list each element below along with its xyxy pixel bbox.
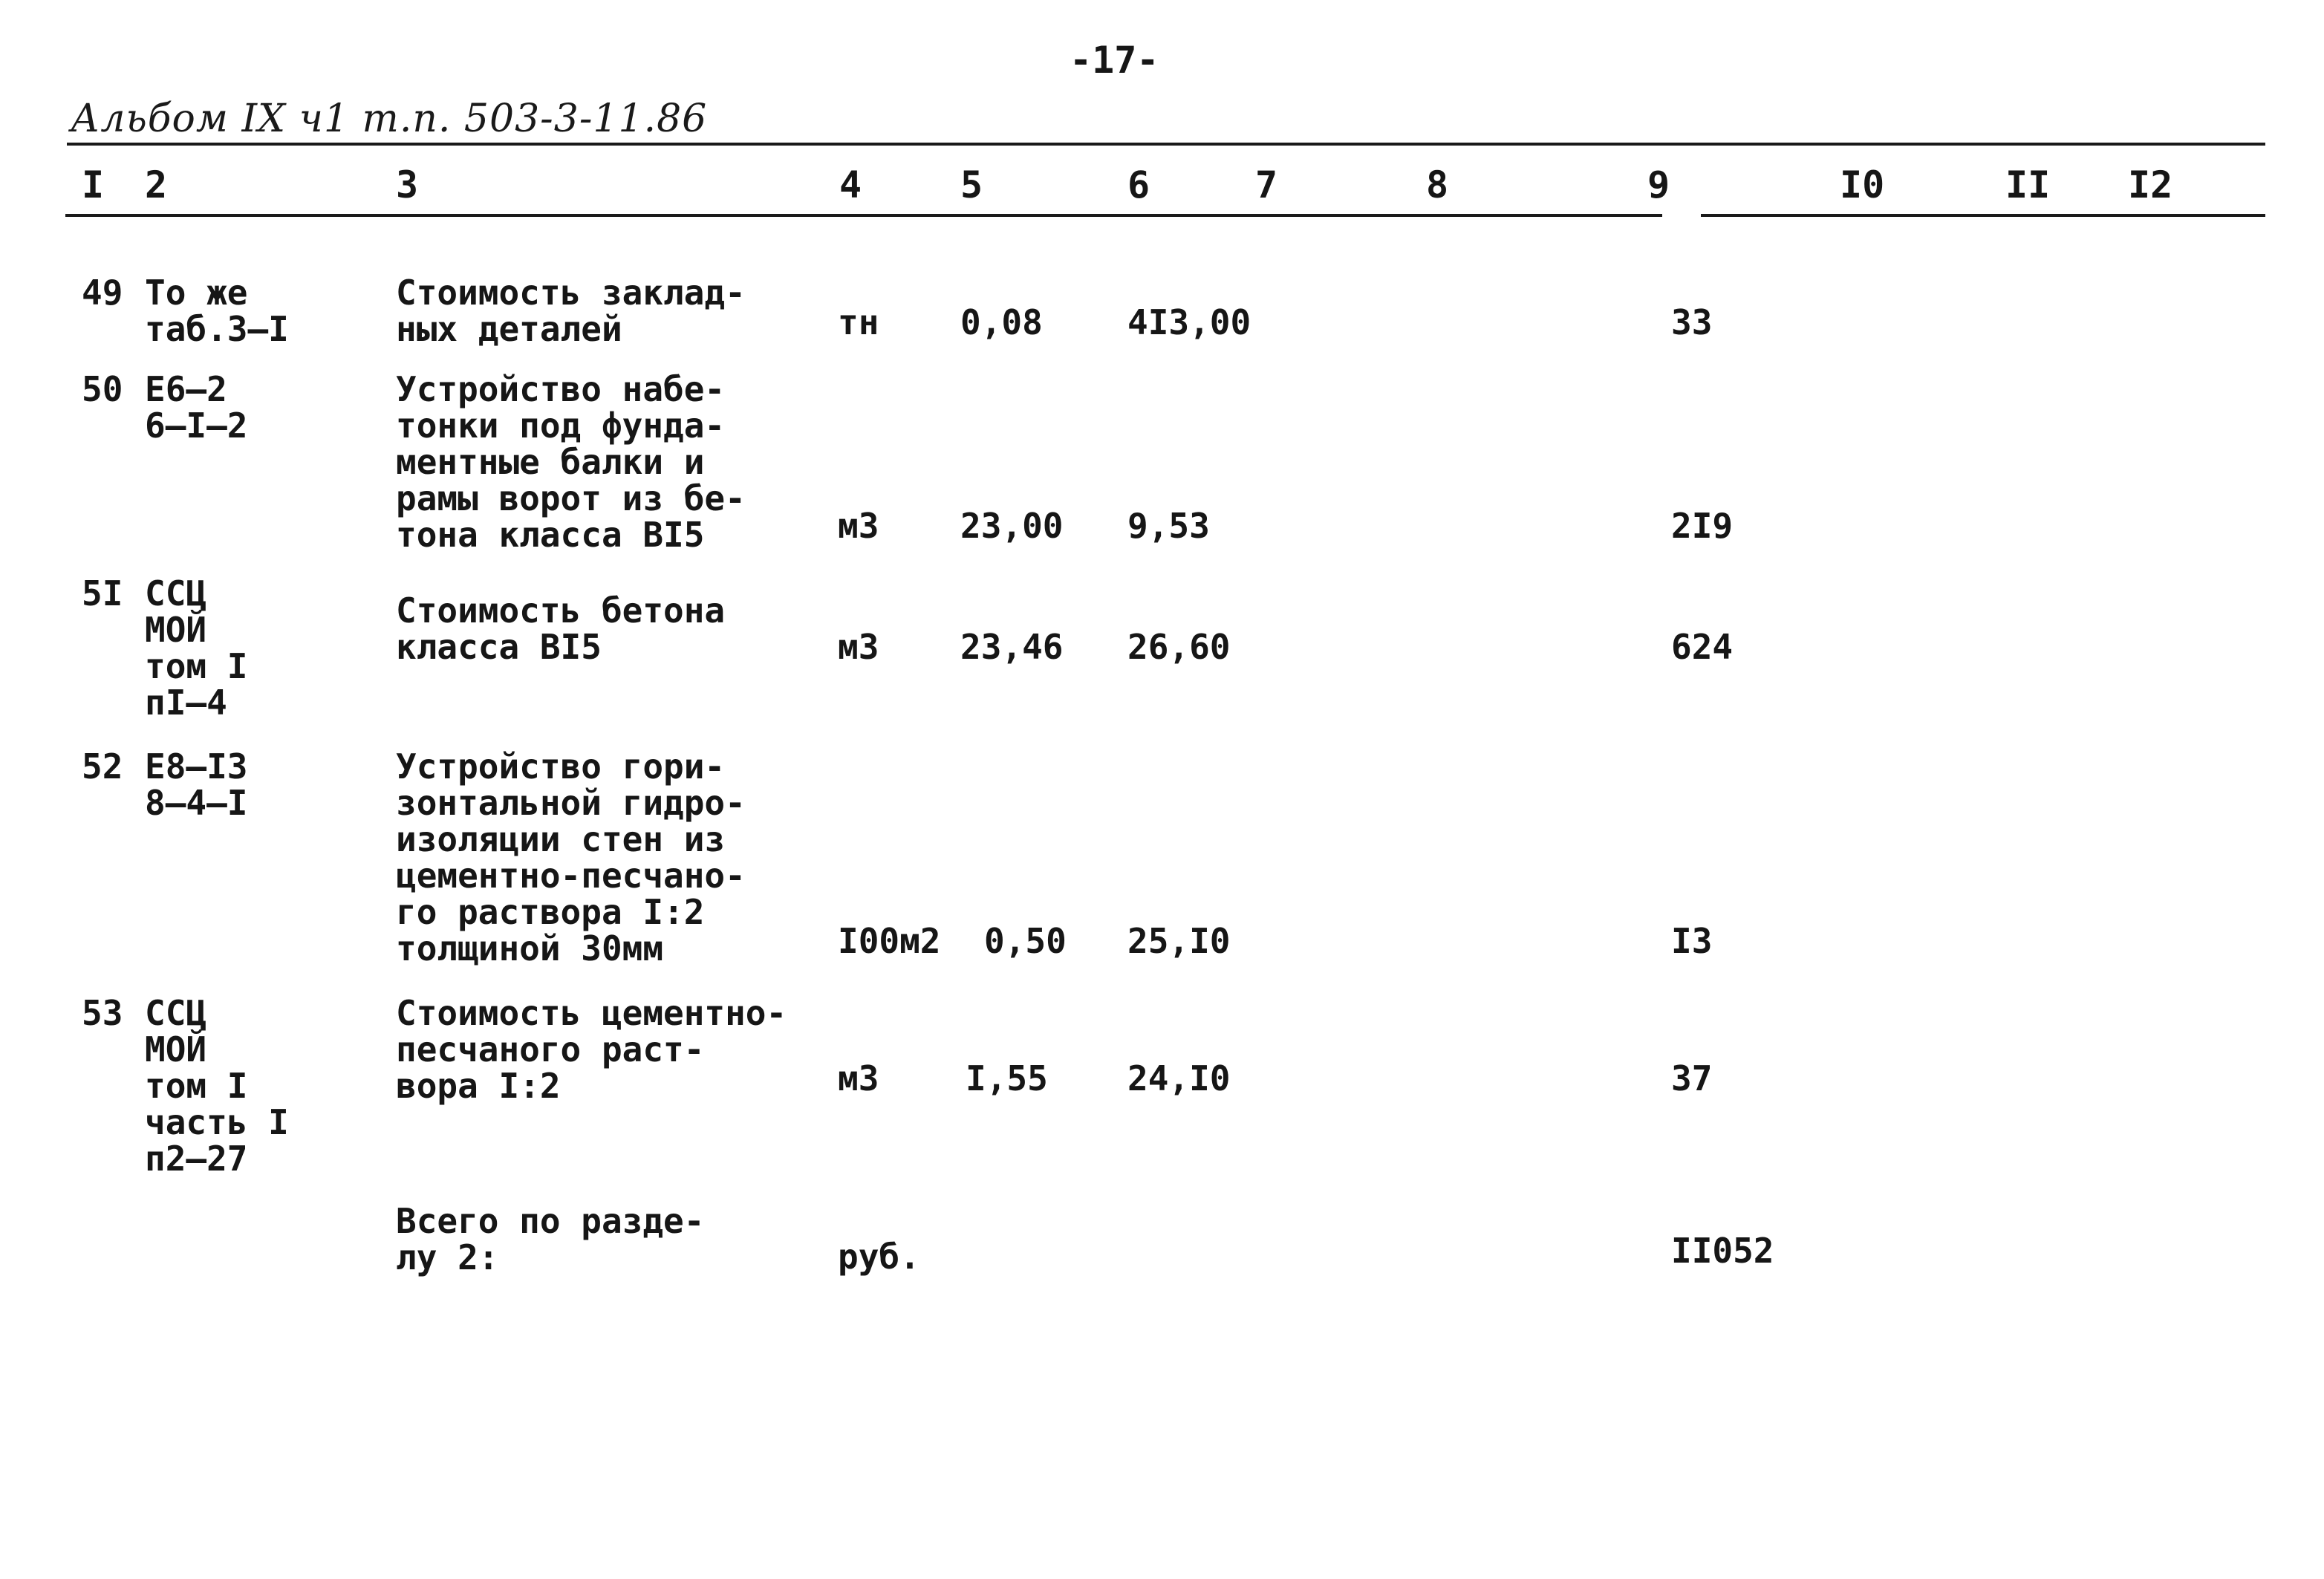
header-rule-right	[1701, 214, 2265, 217]
row-unit: м3	[838, 627, 879, 667]
row-quantity: 0,50	[984, 921, 1067, 961]
summary-description: Всего по разде- лу 2:	[396, 1201, 705, 1277]
col-head-4: 4	[839, 163, 862, 206]
row-description: Стоимость заклад- ных деталей	[396, 273, 746, 349]
row-number: 5I	[82, 573, 123, 613]
row-code: ССЦ МОЙ том I пI–4	[145, 573, 248, 723]
row-unit: м3	[838, 1058, 879, 1098]
row-number: 49	[82, 273, 123, 313]
row-total: 37	[1671, 1058, 1713, 1098]
col-head-2: 2	[145, 163, 168, 206]
row-price: 9,53	[1127, 506, 1210, 546]
row-code: Е8–I3 8–4–I	[145, 746, 248, 823]
row-price: 25,I0	[1127, 921, 1231, 961]
row-description: Устройство гори- зонтальной гидро- изоляции стен из цементно-песчано- го раствора I:2 толщиной 30мм	[396, 746, 746, 968]
page-number: -17-	[1070, 39, 1159, 82]
row-unit: м3	[838, 506, 879, 546]
row-description: Стоимость бетона класса ВI5	[396, 590, 726, 667]
row-quantity: 23,46	[960, 627, 1064, 667]
row-code: ССЦ МОЙ том I часть I п2–27	[145, 993, 289, 1179]
row-quantity: 0,08	[960, 302, 1043, 342]
row-quantity: 23,00	[960, 506, 1064, 546]
summary-unit: руб.	[838, 1237, 920, 1277]
summary-total: II052	[1671, 1231, 1774, 1271]
album-reference: Альбом IX ч1 т.п. 503-3-11.86	[71, 97, 708, 141]
row-total: 33	[1671, 302, 1713, 342]
col-head-11: II	[2005, 163, 2051, 206]
row-number: 52	[82, 746, 123, 787]
row-unit: I00м2	[838, 921, 941, 961]
col-head-7: 7	[1255, 163, 1278, 206]
col-head-5: 5	[960, 163, 983, 206]
col-head-10: I0	[1840, 163, 1885, 206]
row-number: 53	[82, 993, 123, 1033]
col-head-12: I2	[2128, 163, 2173, 206]
row-quantity: I,55	[966, 1058, 1048, 1098]
col-head-8: 8	[1426, 163, 1449, 206]
col-head-6: 6	[1127, 163, 1150, 206]
row-unit: тн	[838, 302, 879, 342]
col-head-9: 9	[1647, 163, 1670, 206]
row-total: 2I9	[1671, 506, 1734, 546]
row-price: 24,I0	[1127, 1058, 1231, 1098]
row-price: 4I3,00	[1127, 302, 1251, 342]
row-code: Е6–2 6–I–2	[145, 369, 248, 446]
row-description: Устройство набе- тонки под фунда- ментные балки и рамы ворот из бе- тона класса ВI5	[396, 369, 746, 555]
top-rule	[67, 143, 2265, 146]
row-description: Стоимость цементно- песчаного раст- вора I:2	[396, 993, 787, 1106]
header-rule-left	[65, 214, 1662, 217]
col-head-1: I	[82, 163, 105, 206]
col-head-3: 3	[396, 163, 419, 206]
row-price: 26,60	[1127, 627, 1231, 667]
row-total: I3	[1671, 921, 1713, 961]
row-total: 624	[1671, 627, 1734, 667]
row-number: 50	[82, 369, 123, 409]
row-code: То же таб.3–I	[145, 273, 289, 349]
